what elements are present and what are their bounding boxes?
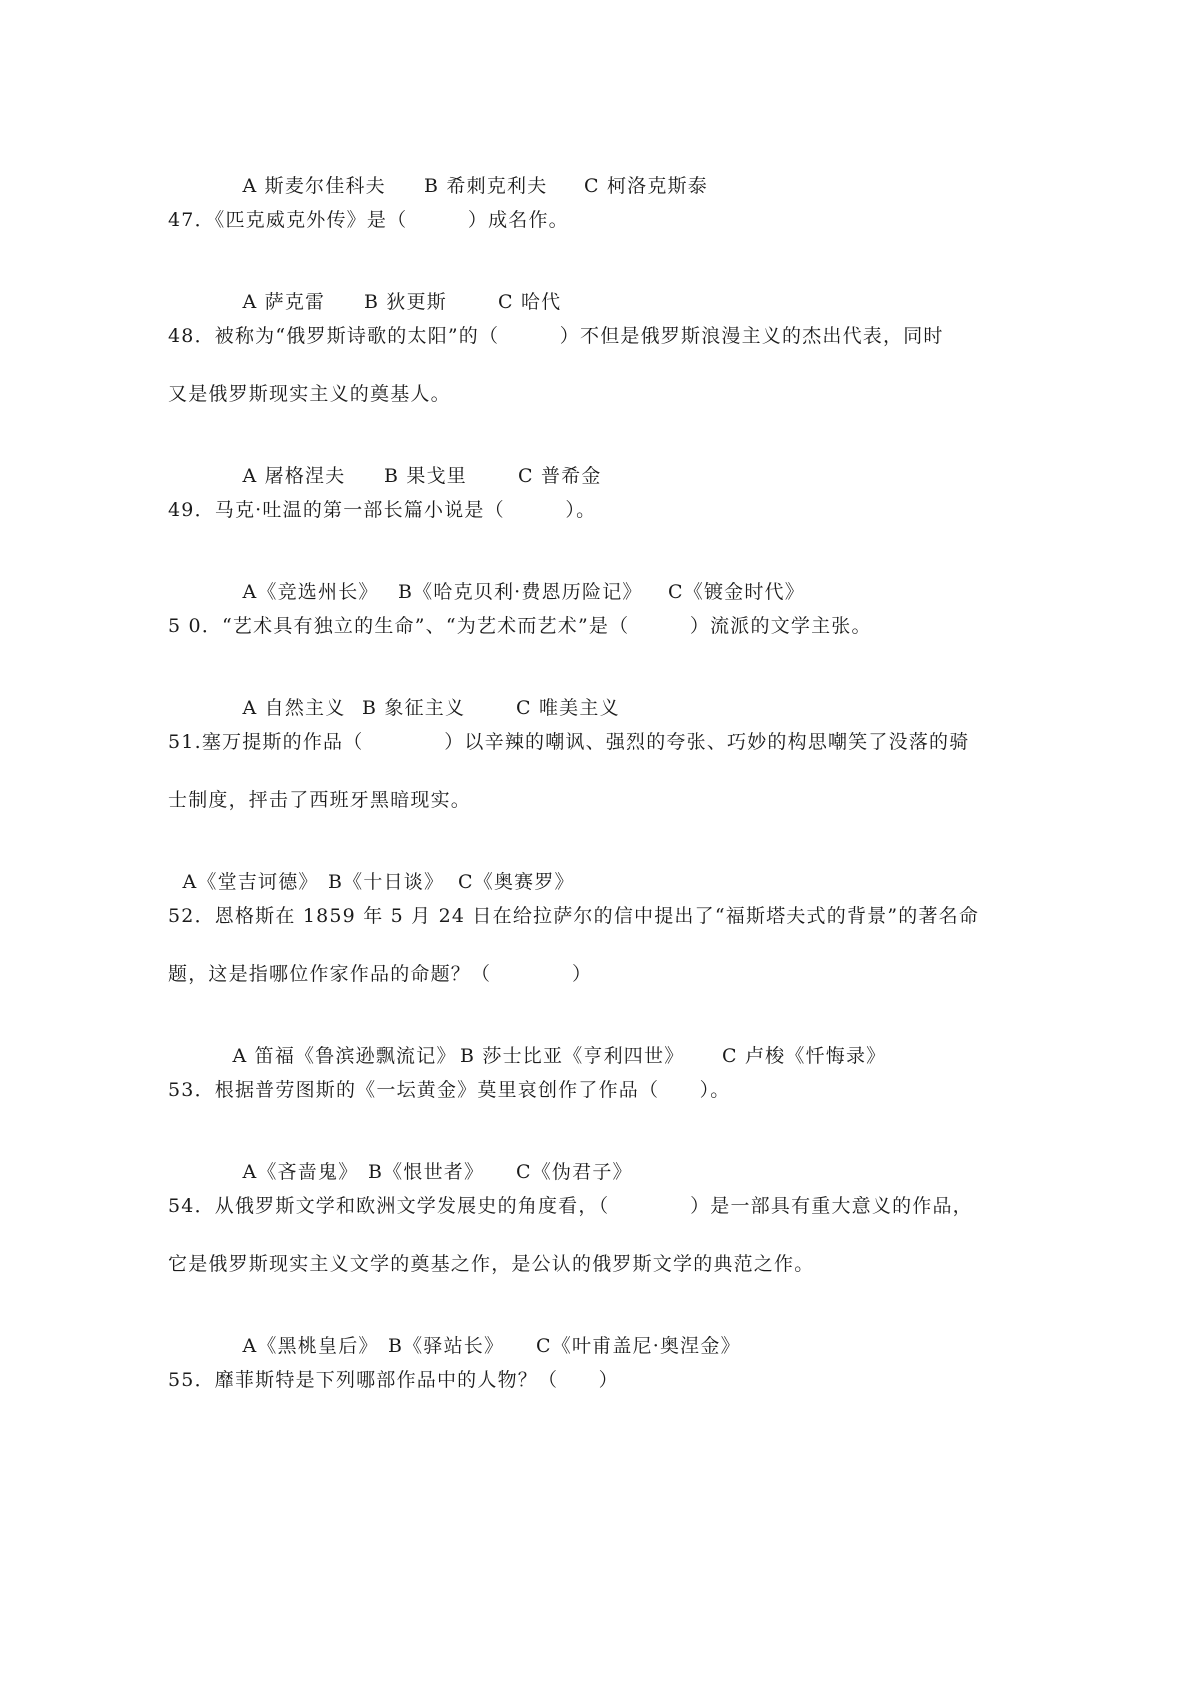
q51-option-c: C《奥赛罗》 [458, 871, 575, 893]
q49-option-b: B《哈克贝利·费恩历险记》 [398, 581, 643, 603]
q49-options [228, 556, 805, 604]
q49-option-a: A《竞选州长》 [242, 581, 379, 603]
q51-option-b: B《十日谈》 [328, 871, 445, 893]
q48-option-b: B 果戈里 [384, 465, 468, 487]
q52-options [218, 1020, 887, 1068]
q54-option-b: B《驿站长》 [388, 1335, 505, 1357]
q48-option-a: A 屠格涅夫 [242, 465, 346, 487]
q52-option-b: B 莎士比亚《亨利四世》 [460, 1045, 685, 1067]
question-52-line1: 52．恩格斯在 1859 年 5 月 24 日在给拉萨尔的信中提出了“福斯塔夫式的背景”的著名命 [168, 905, 980, 927]
q53-option-a: A《吝啬鬼》 [242, 1161, 359, 1183]
q53-option-b: B《恨世者》 [368, 1161, 485, 1183]
q51-option-a: A《堂吉诃德》 [182, 871, 319, 893]
question-47: 47．《匹克威克外传》是（ ）成名作。 [168, 209, 569, 231]
question-48-line2: 又是俄罗斯现实主义的奠基人。 [168, 383, 451, 405]
q50-options [228, 672, 620, 720]
q47-option-c: C 哈代 [498, 291, 562, 313]
question-52-line2: 题，这是指哪位作家作品的命题？（ ） [168, 963, 593, 985]
question-51-line2: 士制度，抨击了西班牙黑暗现实。 [168, 789, 472, 811]
q46-option-c: C 柯洛克斯泰 [584, 175, 708, 197]
q53-options [228, 1136, 633, 1184]
q51-options [168, 846, 575, 894]
question-54-line2: 它是俄罗斯现实主义文学的奠基之作，是公认的俄罗斯文学的典范之作。 [168, 1253, 815, 1275]
q46-option-a: A 斯麦尔佳科夫 [242, 175, 386, 197]
question-55: 55．靡菲斯特是下列哪部作品中的人物？（ ） [168, 1369, 619, 1391]
q46-option-b: B 希刺克利夫 [424, 175, 548, 197]
question-49: 49．马克·吐温的第一部长篇小说是（ ）。 [168, 499, 597, 521]
question-53: 53．根据普劳图斯的《一坛黄金》莫里哀创作了作品（ ）。 [168, 1079, 731, 1101]
question-54-line1: 54．从俄罗斯文学和欧洲文学发展史的角度看，（ ）是一部具有重大意义的作品， [168, 1195, 973, 1217]
q52-option-a: A 笛福《鲁滨逊飘流记》 [232, 1045, 457, 1067]
q53-option-c: C《伪君子》 [516, 1161, 633, 1183]
q50-option-b: B 象征主义 [362, 697, 466, 719]
question-50: 5 0．“艺术具有独立的生命”、“为艺术而艺术”是（ ）流派的文学主张。 [168, 615, 872, 637]
question-48-line1: 48．被称为“俄罗斯诗歌的太阳”的（ ）不但是俄罗斯浪漫主义的杰出代表，同时 [168, 325, 944, 347]
q47-option-b: B 狄更斯 [364, 291, 448, 313]
q54-option-c: C《叶甫盖尼·奥涅金》 [536, 1335, 741, 1357]
q47-options [228, 266, 562, 314]
q50-option-c: C 唯美主义 [516, 697, 620, 719]
question-51-line1: 51.塞万提斯的作品（ ）以辛辣的嘲讽、强烈的夸张、巧妙的构思嘲笑了没落的骑 [168, 731, 970, 753]
q48-options [228, 440, 602, 488]
q54-option-a: A《黑桃皇后》 [242, 1335, 379, 1357]
q50-option-a: A 自然主义 [242, 697, 346, 719]
q52-option-c: C 卢梭《忏悔录》 [722, 1045, 887, 1067]
q54-options [228, 1310, 741, 1358]
q49-option-c: C《镀金时代》 [668, 581, 805, 603]
q48-option-c: C 普希金 [518, 465, 602, 487]
q47-option-a: A 萨克雷 [242, 291, 326, 313]
q46-options [228, 150, 708, 198]
